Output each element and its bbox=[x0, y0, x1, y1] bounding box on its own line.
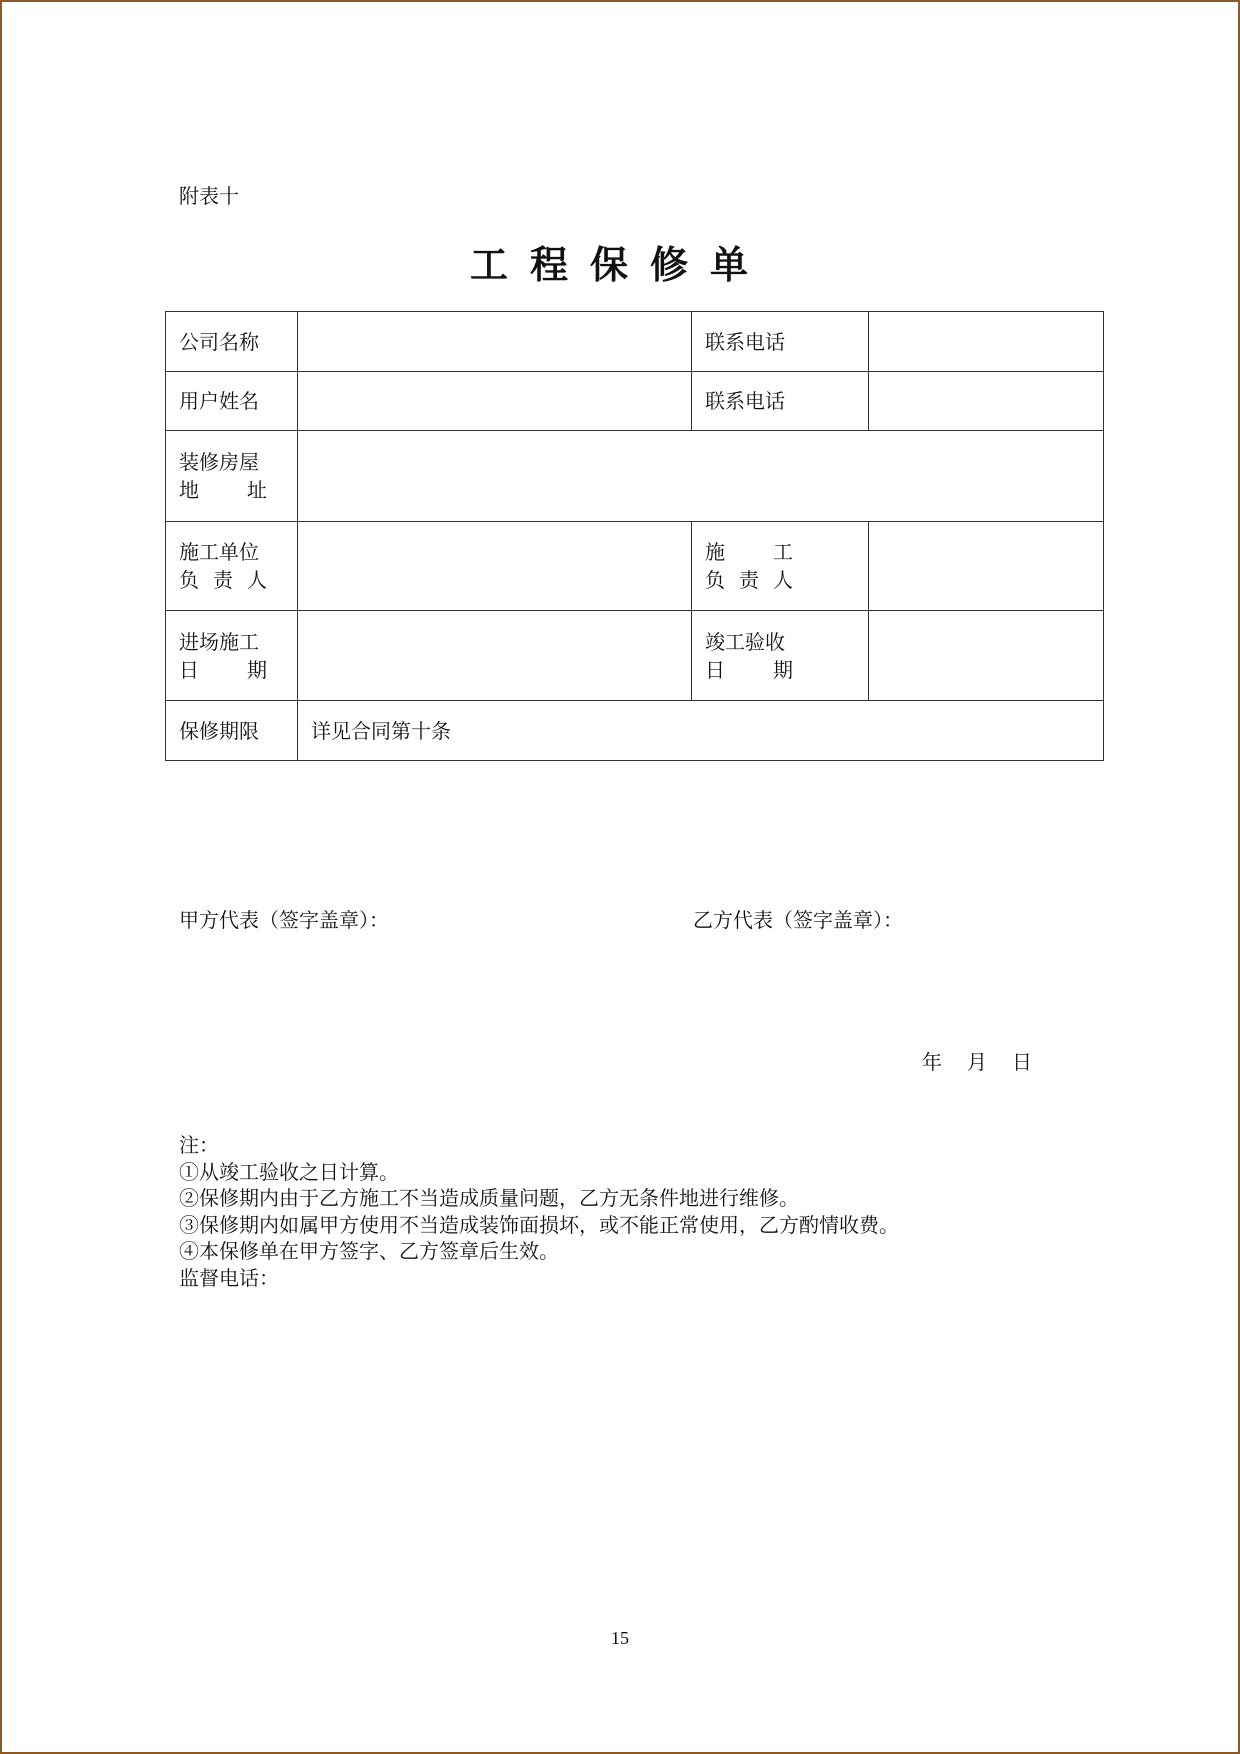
date-day: 日 bbox=[1012, 1050, 1032, 1074]
address-label-line1: 装修房屋 bbox=[179, 450, 259, 474]
user-phone-field[interactable] bbox=[869, 372, 1104, 431]
label-char: 负 bbox=[179, 568, 199, 592]
entry-date-field[interactable] bbox=[298, 611, 692, 701]
label-char: 责 bbox=[213, 568, 233, 592]
label-char: 施 bbox=[705, 540, 725, 564]
entry-date-label bbox=[166, 611, 298, 701]
warranty-period-label: 保修期限 bbox=[166, 701, 298, 761]
entry-date-label-line1: 进场施工 bbox=[179, 629, 259, 654]
company-phone-field[interactable] bbox=[869, 312, 1104, 372]
unit-head-label-line1: 施工单位 bbox=[179, 540, 259, 564]
site-head-field[interactable] bbox=[869, 522, 1104, 611]
note-item: ③保修期内如属甲方使用不当造成装饰面损坏，或不能正常使用，乙方酌情收费。 bbox=[179, 1212, 899, 1237]
company-name-label: 公司名称 bbox=[166, 312, 298, 372]
supervision-phone-label: 监督电话： bbox=[179, 1265, 279, 1290]
note-item: ①从竣工验收之日计算。 bbox=[179, 1159, 399, 1184]
address-label-char: 址 bbox=[247, 478, 267, 502]
label-char: 负 bbox=[705, 568, 725, 592]
notes-section bbox=[179, 1132, 899, 1291]
contact-phone-label: 联系电话 bbox=[692, 372, 869, 431]
acceptance-date-field[interactable] bbox=[869, 611, 1104, 701]
site-head-label bbox=[692, 522, 869, 611]
label-char: 日 bbox=[179, 657, 199, 682]
label-char: 人 bbox=[247, 568, 267, 592]
label-char: 责 bbox=[739, 568, 759, 592]
note-item: ④本保修单在甲方签字、乙方签章后生效。 bbox=[179, 1239, 559, 1263]
note-item: ②保修期内由于乙方施工不当造成质量问题，乙方无条件地进行维修。 bbox=[179, 1186, 799, 1210]
party-a-signature-label: 甲方代表（签字盖章）： bbox=[179, 908, 389, 932]
party-b-signature-label: 乙方代表（签字盖章）： bbox=[693, 908, 903, 932]
contact-phone-label: 联系电话 bbox=[692, 312, 869, 372]
warranty-period-value: 详见合同第十条 bbox=[298, 701, 1104, 761]
unit-head-field[interactable] bbox=[298, 522, 692, 611]
warranty-form-table bbox=[165, 311, 1104, 761]
address-field[interactable] bbox=[298, 431, 1104, 522]
address-label bbox=[166, 431, 298, 522]
company-name-field[interactable] bbox=[298, 312, 692, 372]
user-name-label: 用户姓名 bbox=[166, 372, 298, 431]
unit-head-label bbox=[166, 522, 298, 611]
label-char: 工 bbox=[773, 540, 793, 564]
page-number: 15 bbox=[611, 1628, 629, 1648]
label-char: 人 bbox=[773, 568, 793, 592]
appendix-label: 附表十 bbox=[179, 184, 239, 208]
label-char: 日 bbox=[705, 657, 725, 682]
page-title: 工程保修单 bbox=[469, 243, 770, 287]
acceptance-date-label bbox=[692, 611, 869, 701]
label-char: 期 bbox=[773, 657, 793, 682]
acceptance-date-label-line1: 竣工验收 bbox=[705, 629, 785, 654]
address-label-char: 地 bbox=[179, 478, 199, 502]
label-char: 期 bbox=[247, 657, 267, 682]
user-name-field[interactable] bbox=[298, 372, 692, 431]
notes-heading: 注： bbox=[179, 1133, 219, 1157]
date-month: 月 bbox=[967, 1050, 987, 1074]
date-year: 年 bbox=[922, 1050, 942, 1074]
